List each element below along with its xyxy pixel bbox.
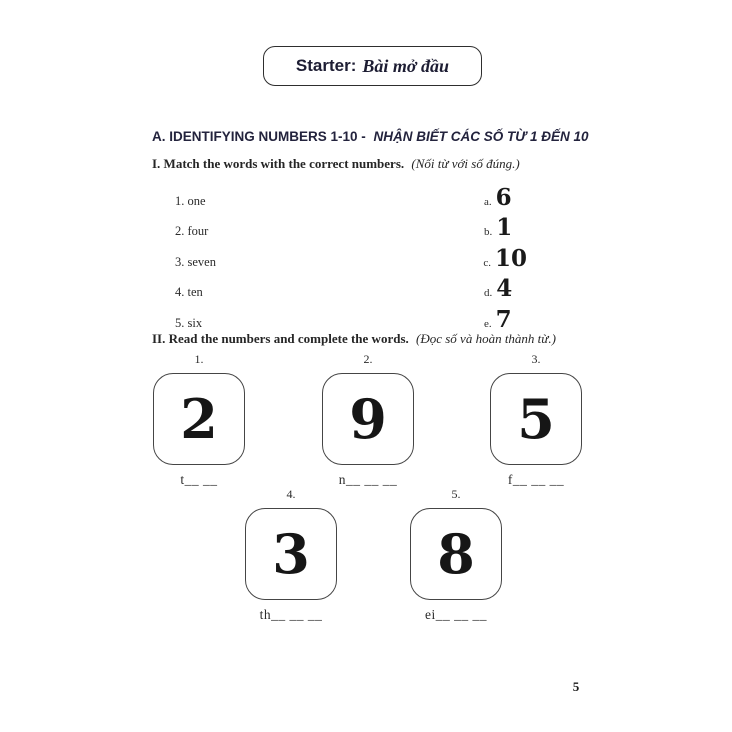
section-a-heading <box>152 129 589 144</box>
number-box <box>490 373 582 465</box>
number-box <box>322 373 414 465</box>
match-option-number: 10 <box>494 245 527 272</box>
number-box <box>410 508 502 600</box>
exercise2-instruction-vietnamese: (Đọc số và hoàn thành từ.) <box>416 331 556 346</box>
number-card-5 <box>410 487 502 623</box>
match-option-letter: d. <box>484 287 493 299</box>
lesson-title-vietnamese: Bài mở đầu <box>362 55 450 76</box>
exercise1-instruction-vietnamese: (Nối từ với số đúng.) <box>411 156 520 171</box>
page-number: 5 <box>572 679 580 694</box>
card-label: 3. <box>531 352 541 366</box>
match-option-number: 6 <box>495 184 512 211</box>
match-word: 2. four <box>175 224 209 238</box>
match-word: 5. six <box>175 316 203 330</box>
card-label: 1. <box>194 352 204 366</box>
section-a-heading-english: A. IDENTIFYING NUMBERS 1-10 - <box>152 129 366 144</box>
match-row-2 <box>175 214 527 241</box>
match-option-number: 1 <box>496 214 513 241</box>
card-number: 3 <box>272 522 310 586</box>
lesson-title-box <box>263 46 482 86</box>
match-option-letter: e. <box>484 318 492 330</box>
number-card-3 <box>490 352 582 488</box>
card-number: 5 <box>517 387 555 451</box>
match-row-5 <box>175 306 527 333</box>
match-row-3 <box>175 245 527 272</box>
match-option-number: 7 <box>495 306 512 333</box>
exercise2-instruction-english: II. Read the numbers and complete the words. <box>152 331 409 346</box>
card-number: 8 <box>437 522 475 586</box>
exercise2-instruction <box>152 331 556 347</box>
number-card-2 <box>322 352 414 488</box>
card-label: 5. <box>451 487 461 501</box>
card-number: 2 <box>180 387 218 451</box>
match-option-letter: c. <box>483 257 491 269</box>
match-row-4 <box>175 275 527 302</box>
exercise1-instruction-english: I. Match the words with the correct numbers. <box>152 156 405 171</box>
number-card-1 <box>153 352 245 488</box>
lesson-title-prefix: Starter: <box>295 56 357 75</box>
number-box <box>153 373 245 465</box>
match-option-letter: b. <box>484 226 493 238</box>
word-blank: n__ __ __ <box>338 472 398 487</box>
word-blank: th__ __ __ <box>259 607 323 622</box>
card-number: 9 <box>349 387 387 451</box>
match-option-number: 4 <box>496 275 513 302</box>
number-card-4 <box>245 487 337 623</box>
match-option-letter: a. <box>484 196 492 208</box>
match-row-1 <box>175 184 527 211</box>
word-blank: ei__ __ __ <box>425 607 487 622</box>
card-label: 2. <box>363 352 373 366</box>
exercise1-instruction <box>152 156 520 172</box>
card-label: 4. <box>286 487 296 501</box>
match-word: 4. ten <box>175 285 203 299</box>
match-word: 1. one <box>175 194 206 208</box>
number-box <box>245 508 337 600</box>
word-blank: f__ __ __ <box>507 472 565 487</box>
word-blank: t__ __ <box>180 472 218 487</box>
section-a-heading-vietnamese: NHẬN BIẾT CÁC SỐ TỪ 1 ĐẾN 10 <box>373 129 589 144</box>
match-word: 3. seven <box>175 255 216 269</box>
